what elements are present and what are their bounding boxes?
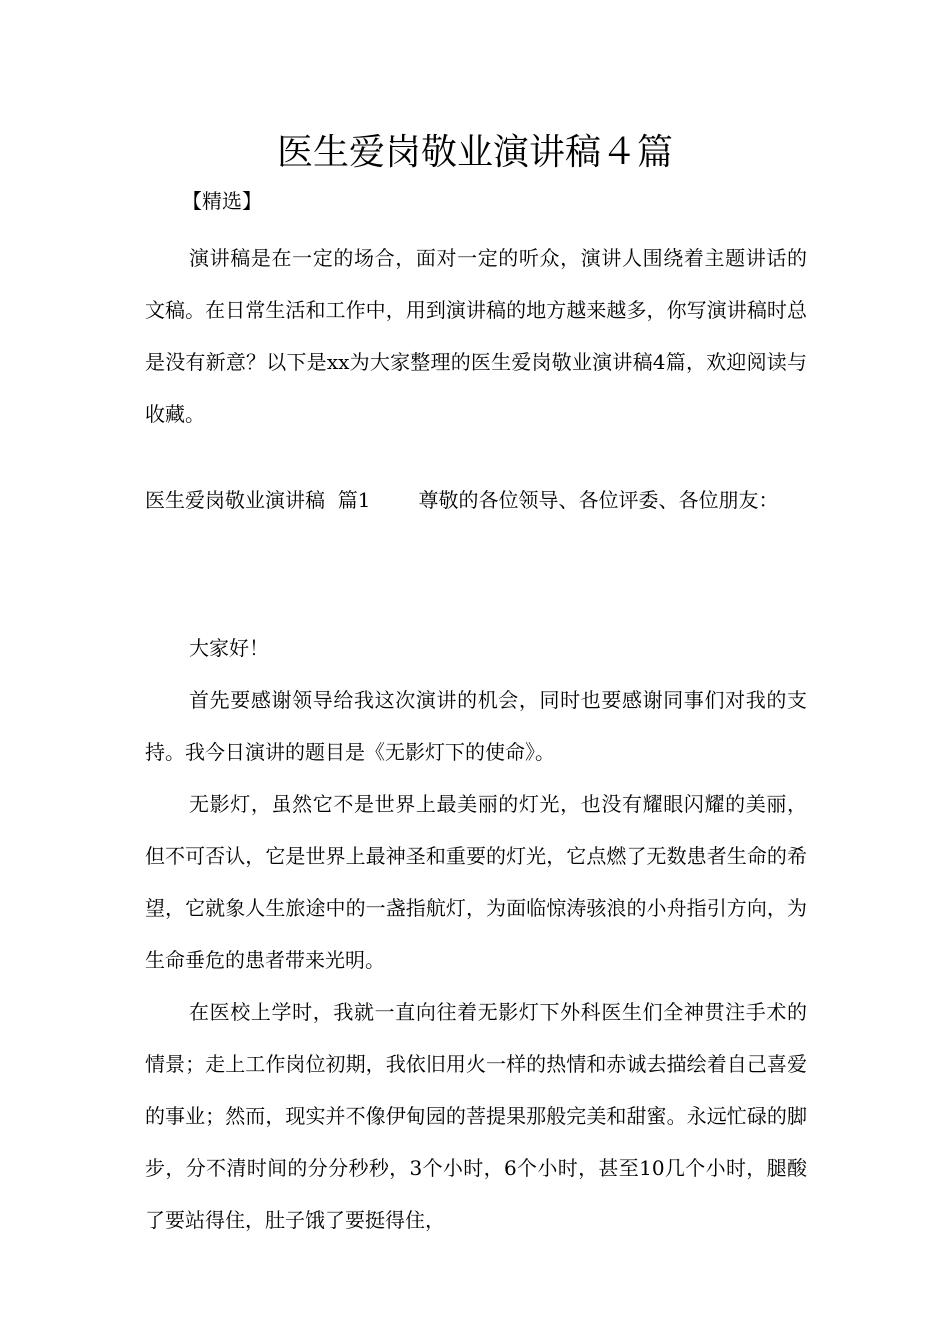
intro-paragraph: 演讲稿是在一定的场合，面对一定的听众，演讲人围绕着主题讲话的文稿。在日常生活和工作中，用到演讲稿的地方越来越多，你写演讲稿时总是没有新意？以下是xx为大家整理的医生爱岗敬业演讲稿4篇，欢迎阅读与收藏。 [145,246,807,426]
section-1-heading: 医生爱岗敬业演讲稿 篇1 [145,488,371,512]
greeting: 大家好！ [189,636,269,660]
body-paragraph-1: 首先要感谢领导给我这次演讲的机会，同时也要感谢同事们对我的支持。我今日演讲的题目是《无影灯下的使命》。 [145,688,807,764]
body-paragraph-3: 在医校上学时，我就一直向往着无影灯下外科医生们全神贯注手术的情景；走上工作岗位初期，我依旧用火一样的热情和赤诚去描绘着自己喜爱的事业；然而，现实并不像伊甸园的菩提果那般完美和甜蜜。永远忙碌的脚步，分不清时间的分分秒秒，3个小时，6个小时，甚至10几个小时，腿酸了要站得住，肚子饿了要挺得住， [145,1000,807,1232]
section-1-heading-line [145,474,807,526]
document-title: 医生爱岗敬业演讲稿４篇 [276,132,673,173]
document-tag: 【精选】 [182,189,262,213]
section-1-salutation: 尊敬的各位领导、各位评委、各位朋友： [418,488,779,512]
body-paragraph-2: 无影灯，虽然它不是世界上最美丽的灯光，也没有耀眼闪耀的美丽，但不可否认，它是世界上最神圣和重要的灯光，它点燃了无数患者生命的希望，它就象人生旅途中的一盏指航灯，为面临惊涛骇浪的小舟指引方向，为生命垂危的患者带来光明。 [145,792,807,972]
